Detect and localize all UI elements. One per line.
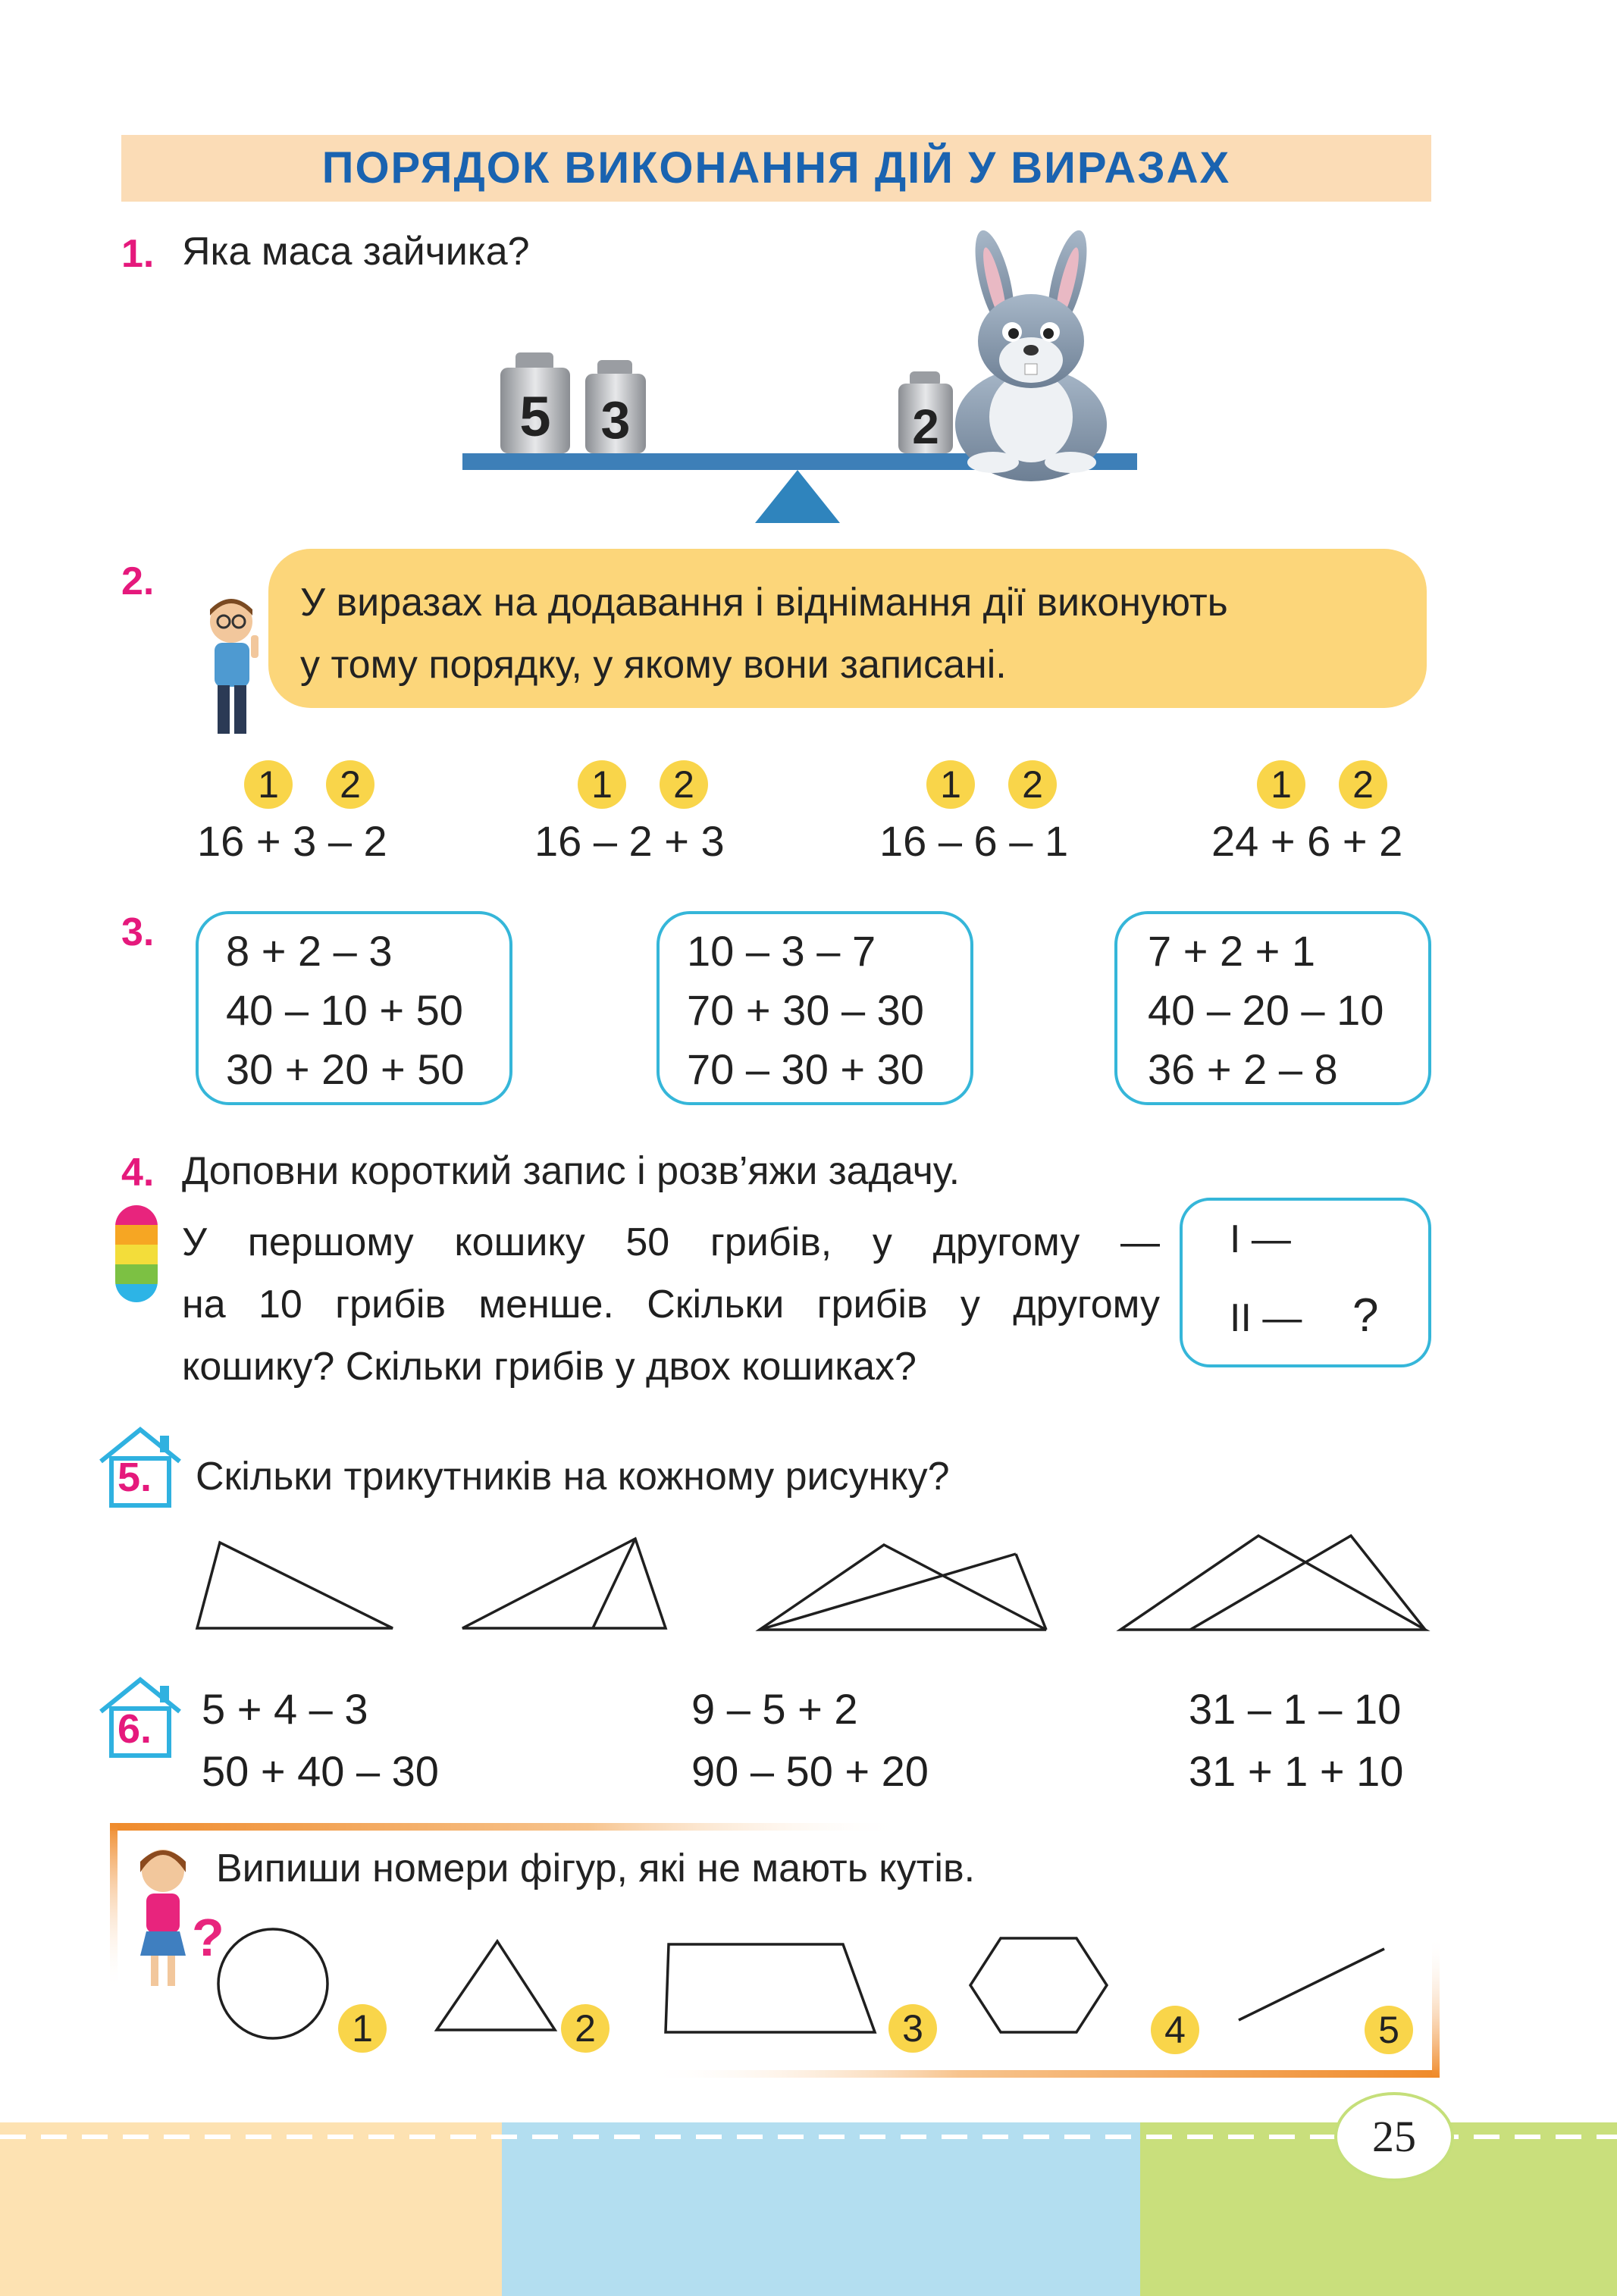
example-expression: 16 – 6 – 1: [879, 817, 1069, 865]
task4-problem: [182, 1211, 1160, 1398]
box-expression: 7 + 2 + 1: [1148, 927, 1316, 975]
box-expression: 70 + 30 – 30: [687, 986, 924, 1034]
figure-number-badge: 4: [1151, 2006, 1199, 2054]
example-expression: 24 + 6 + 2: [1211, 817, 1403, 865]
weight-label: 5: [519, 385, 551, 448]
task6-expression: 5 + 4 – 3: [202, 1685, 368, 1733]
problem-line: У першому кошику 50 грибів, у другому —: [182, 1220, 1160, 1264]
task4-number: 4.: [121, 1151, 155, 1195]
order-badge: 2: [1339, 760, 1387, 809]
order-badge: 2: [660, 760, 708, 809]
bunny-icon: [955, 227, 1107, 481]
task6-expression: 31 + 1 + 10: [1189, 1747, 1404, 1795]
page-number: 25: [1334, 2092, 1454, 2182]
order-badge: 2: [326, 760, 374, 809]
triangle-figure-2: [462, 1539, 666, 1628]
task6-column: [691, 1678, 929, 1803]
order-badge: 1: [578, 760, 626, 809]
task6-expression: 50 + 40 – 30: [202, 1747, 439, 1795]
short-record-row2: II —: [1230, 1296, 1302, 1340]
balance-scale-illustration: [455, 212, 1152, 531]
triangles-figures: [190, 1524, 1440, 1652]
task6-column: [1189, 1678, 1403, 1803]
page-title: ПОРЯДОК ВИКОНАННЯ ДІЙ У ВИРАЗАХ: [321, 143, 1231, 193]
weight-label: 3: [600, 390, 631, 449]
weight-label: 2: [912, 399, 939, 454]
footer-band-blue: [502, 2122, 1140, 2296]
triangle-figure-1: [197, 1543, 393, 1628]
task2-number: 2.: [121, 559, 155, 603]
problem-line: на 10 грибів менше. Скільки грибів у другому: [182, 1283, 1160, 1327]
task5-question: Скільки трикутників на кожному рисунку?: [196, 1455, 950, 1499]
triangle-figure-3: [760, 1545, 1046, 1630]
svg-text:?: ?: [192, 1908, 224, 1967]
hexagon-shape: [970, 1938, 1107, 2032]
expression-box: [657, 911, 973, 1105]
circle-shape: [218, 1929, 327, 2038]
difficulty-stripes-icon: [114, 1205, 161, 1304]
figure-number-badge: 5: [1365, 2006, 1413, 2054]
footer-band-peach: [0, 2122, 502, 2296]
task1-number: 1.: [121, 232, 155, 276]
task6-expression: 90 – 50 + 20: [691, 1747, 929, 1795]
order-badge: 1: [1257, 760, 1305, 809]
rule-line: у тому порядку, у якому вони записані.: [300, 643, 1007, 687]
expression-box: [1114, 911, 1431, 1105]
figure-number-badge: 1: [338, 2004, 387, 2053]
girl-question-icon: [125, 1842, 224, 1994]
trapezoid-shape: [666, 1944, 875, 2032]
box-expression: 30 + 20 + 50: [226, 1045, 465, 1093]
box-expression: 10 – 3 – 7: [687, 927, 876, 975]
box-expression: 8 + 2 – 3: [226, 927, 393, 975]
task6-column: [202, 1678, 439, 1803]
task4-instruction: Доповни короткий запис і розв’яжи задачу.: [182, 1149, 960, 1193]
task1-question: Яка маса зайчика?: [182, 230, 530, 274]
task5-number: 5.: [118, 1455, 152, 1500]
triangle-figure-4: [1120, 1536, 1425, 1630]
shapes-row: [212, 1922, 1410, 2058]
box-expression: 70 – 30 + 30: [687, 1045, 924, 1093]
task6-expression: 31 – 1 – 10: [1189, 1685, 1402, 1733]
task6-number: 6.: [118, 1706, 152, 1752]
order-badge: 1: [926, 760, 975, 809]
figure-number-badge: 3: [888, 2004, 937, 2053]
example-expression: 16 – 2 + 3: [534, 817, 725, 865]
order-badge: 1: [244, 760, 293, 809]
short-record-row1: I —: [1230, 1217, 1291, 1261]
task6-expression: 9 – 5 + 2: [691, 1685, 858, 1733]
box-expression: 40 – 10 + 50: [226, 986, 463, 1034]
expression-box: [196, 911, 512, 1105]
short-record-question: ?: [1352, 1289, 1379, 1342]
scale-fulcrum: [755, 470, 840, 523]
rule-line: У виразах на додавання і віднімання дії виконують: [300, 581, 1228, 625]
short-record-box: [1180, 1198, 1431, 1367]
rule-text: [300, 572, 1422, 696]
task3-number: 3.: [121, 910, 155, 954]
box-expression: 40 – 20 – 10: [1148, 986, 1384, 1034]
line-segment-shape: [1239, 1949, 1384, 2020]
triangle-shape: [437, 1941, 555, 2030]
bonus-instruction: Випиши номери фігур, які не мають кутів.: [216, 1847, 976, 1890]
example-expression: 16 + 3 – 2: [197, 817, 387, 865]
figure-number-badge: 2: [561, 2004, 610, 2053]
problem-line: кошику? Скільки грибів у двох кошиках?: [182, 1345, 917, 1389]
order-badge: 2: [1008, 760, 1057, 809]
box-expression: 36 + 2 – 8: [1148, 1045, 1338, 1093]
